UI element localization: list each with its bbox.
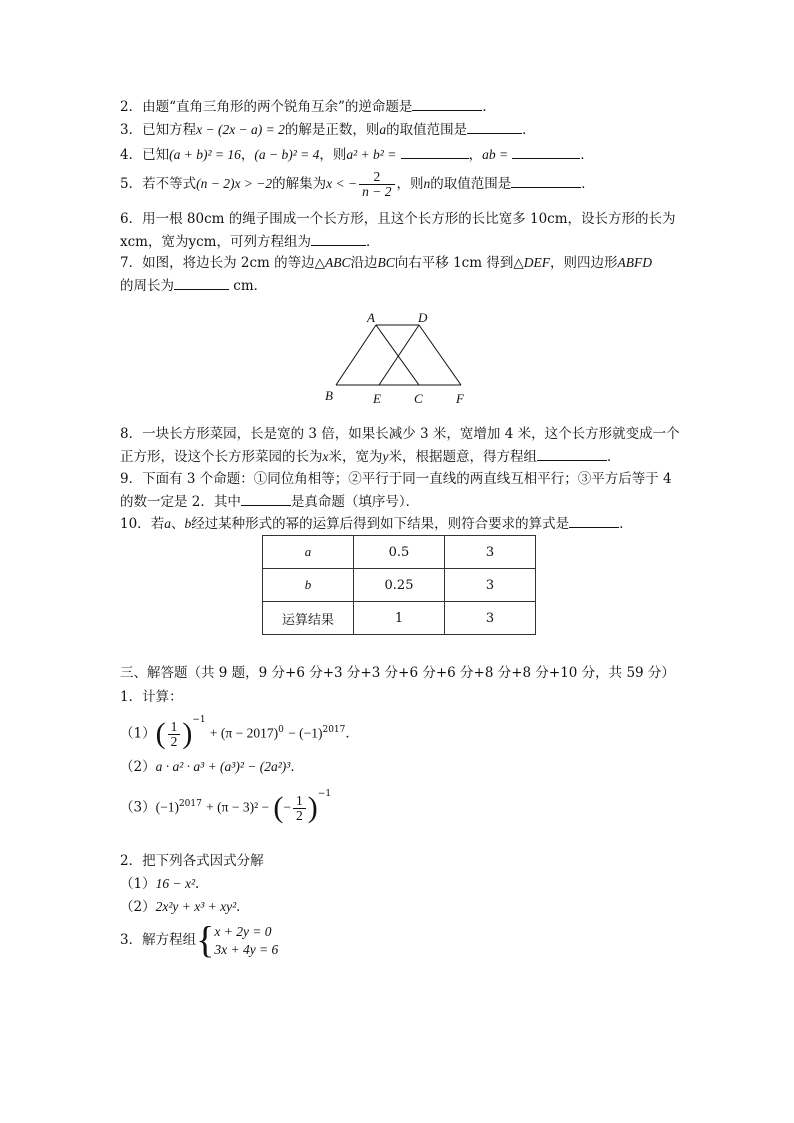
question-text: 的数一定是 2．其中: [120, 494, 241, 510]
inequality: (n − 2)x > −2: [196, 176, 273, 191]
question-text: 的周长为: [120, 278, 174, 294]
right-paren: ): [307, 791, 318, 824]
question-5: [120, 168, 595, 200]
equation: (a + b)² = 16: [169, 147, 241, 162]
label-E: E: [373, 391, 381, 406]
equation: x − (2x − a) = 2: [196, 122, 285, 137]
exponent: −1: [317, 789, 332, 799]
variable: b: [184, 516, 192, 531]
question-text: 向右平移 1cm 得到: [394, 255, 514, 271]
period: ．: [236, 899, 250, 915]
question-text: 的解是正数，则: [284, 122, 380, 138]
question-text: 是真命题（填序号）．: [290, 494, 420, 510]
expression: 16 − x²: [155, 876, 195, 891]
expression: 2x²y + x³ + xy²: [155, 899, 237, 914]
question-text: 用一根 80cm 的绳子围成一个长方形，且这个长方形的长比宽多 10cm，设长方形的长为: [142, 211, 676, 227]
question-number: 9．: [120, 471, 143, 487]
question-text: 米，宽为: [328, 449, 383, 465]
expression: + (π − 3)² −: [206, 799, 270, 815]
question-text: ，则: [319, 147, 347, 163]
question-6-line1: [120, 210, 676, 228]
question-text: 下面有 3 个命题：①同位角相等；②平行于同一直线的两直线互相平行；③平方后等于 4: [142, 471, 672, 487]
fraction: $\frac{1}{2}$: [293, 794, 306, 823]
question-8-line1: [120, 425, 680, 443]
problem-2-title: 2．把下列各式因式分解: [120, 853, 264, 869]
answer-blank[interactable]: [311, 232, 366, 246]
answer-blank[interactable]: [569, 514, 619, 528]
segment-DF: [419, 325, 461, 385]
question-text: 由题“直角三角形的两个锐角互余”的逆命题是: [142, 99, 413, 115]
expression: (−1): [155, 799, 179, 815]
label-A: A: [367, 310, 375, 325]
question-number: 8．: [120, 426, 143, 442]
question-text: cm．: [233, 278, 268, 294]
label-B: B: [325, 388, 333, 403]
problem-1-item-2: [120, 758, 304, 776]
question-4: [120, 145, 594, 164]
period: ．: [522, 122, 536, 138]
right-paren: ): [182, 717, 193, 750]
variable: a: [164, 516, 171, 531]
problem-2-item-2: [120, 898, 250, 916]
question-10: [120, 514, 633, 533]
question-number: 4．: [120, 147, 143, 163]
question-number: 3．: [120, 122, 143, 138]
exponent: −1: [192, 715, 206, 725]
answer-blank[interactable]: [512, 145, 580, 159]
period: ．: [607, 449, 621, 465]
period: ．: [581, 176, 595, 192]
table-cell: 3: [445, 536, 536, 569]
table-cell: 3: [445, 569, 536, 602]
translation-figure: [318, 305, 478, 410]
exponent: 2017: [322, 725, 346, 735]
table-cell: 0.5: [354, 536, 445, 569]
table-cell: a: [263, 536, 354, 569]
table-cell: 1: [354, 602, 445, 635]
table-cell: 运算结果: [263, 602, 354, 635]
left-paren: (: [273, 791, 284, 824]
triangle: △DEF: [513, 255, 550, 270]
question-text: ，则: [396, 176, 424, 192]
question-number: 5．: [120, 176, 143, 192]
question-6-line2: [120, 232, 379, 251]
question-2: [120, 97, 496, 116]
item-label: （3）: [120, 799, 156, 816]
question-text: 若: [150, 516, 165, 532]
expression: a · a² · a³ + (a³)² − (2a²)³: [155, 759, 291, 774]
question-9-line2: [120, 492, 419, 511]
separator: ，: [240, 147, 255, 163]
period: ．: [195, 876, 209, 892]
question-text: ，则四边形: [549, 255, 618, 271]
power-operation-table: [262, 535, 536, 635]
problem-3-title: 3．解方程组: [120, 932, 197, 948]
question-text: 的解集为: [272, 176, 327, 192]
table-row: [263, 602, 536, 635]
question-text: 经过某种形式的幂的运算后得到如下结果，则符合要求的算式是: [191, 516, 570, 532]
period: ．: [619, 516, 633, 532]
question-number: 7．: [120, 255, 143, 271]
period: ．: [482, 99, 496, 115]
expression: + (π − 2017): [209, 725, 279, 741]
problem-2-item-1: [120, 875, 209, 893]
variable: n: [423, 176, 431, 191]
question-text: 的取值范围是: [430, 176, 512, 192]
question-text: ycm，可列方程组为: [188, 234, 311, 250]
variable: y: [382, 449, 389, 464]
variable: a: [379, 122, 387, 137]
table-cell: b: [263, 569, 354, 602]
item-label: （2）: [120, 899, 156, 915]
table-cell: 3: [445, 602, 536, 635]
question-7-line1: [120, 254, 652, 272]
expression: a² + b² =: [346, 147, 397, 162]
question-text: 已知方程: [142, 122, 197, 138]
problem-3: [120, 920, 278, 961]
period: ．: [290, 759, 304, 775]
equation-system: [214, 923, 278, 959]
question-number: 2．: [120, 99, 143, 115]
table-row: [263, 536, 536, 569]
question-text: 米，根据题意，得方程组: [388, 449, 537, 465]
question-9-line1: [120, 470, 672, 488]
separator: 、: [170, 516, 185, 532]
question-3: [120, 120, 536, 139]
problem-1-title: 1．计算：: [120, 689, 183, 705]
problem-1-item-3: [120, 786, 331, 826]
sign: −: [283, 799, 292, 815]
item-label: （1）: [120, 725, 156, 742]
question-text: 已知: [142, 147, 170, 163]
segment-AB: [336, 325, 376, 385]
period: ．: [345, 725, 359, 742]
brace: {: [196, 919, 215, 962]
question-text: 正方形，设这个长方形菜园的长为: [120, 449, 323, 465]
question-text: xcm，宽为: [120, 234, 189, 250]
section-heading: 三、解答题（共 9 题，9 分+6 分+3 分+3 分+6 分+6 分+8 分+8 分+10 分，共 59 分）: [120, 665, 675, 681]
answer-blank[interactable]: [412, 97, 482, 111]
equation: x + 2y = 0: [214, 923, 272, 939]
fraction: $\frac{1}{2}$: [168, 720, 181, 749]
answer-blank[interactable]: [537, 447, 607, 461]
solution: x < −: [326, 176, 358, 191]
question-number: 10．: [120, 516, 151, 532]
label-D: D: [418, 310, 428, 325]
left-paren: (: [155, 717, 166, 750]
period: ．: [580, 147, 594, 163]
question-number: 6．: [120, 211, 143, 227]
label-F: F: [456, 391, 464, 406]
fraction: $\frac{2}{n - 2}$: [359, 170, 394, 199]
problem-1-item-1: [120, 712, 359, 752]
question-7-line2: [120, 276, 267, 295]
segment: BC: [377, 255, 395, 270]
table-cell: 0.25: [354, 569, 445, 602]
item-label: （1）: [120, 876, 156, 892]
table-row: [263, 569, 536, 602]
answer-blank[interactable]: [467, 120, 522, 134]
expression: ab =: [482, 147, 509, 162]
question-text: 的取值范围是: [386, 122, 468, 138]
equation: (a − b)² = 4: [254, 147, 320, 162]
variable: x: [322, 449, 329, 464]
question-8-line2: [120, 447, 621, 466]
equation: 3x + 4y = 6: [214, 941, 279, 957]
answer-blank[interactable]: [174, 276, 229, 290]
exponent: 2017: [178, 799, 202, 809]
answer-blank[interactable]: [241, 492, 291, 506]
answer-blank[interactable]: [401, 145, 469, 159]
expression: − (−1): [288, 725, 323, 741]
exponent: 0: [278, 725, 284, 735]
quadrilateral: ABFD: [617, 255, 652, 270]
item-label: （2）: [120, 759, 156, 775]
triangle: △ABC: [314, 255, 351, 270]
question-text: 一块长方形菜园，长是宽的 3 倍，如果长减少 3 米，宽增加 4 米，这个长方形就变成一个: [142, 426, 680, 442]
label-C: C: [414, 391, 423, 406]
answer-blank[interactable]: [511, 174, 581, 188]
period: ．: [365, 234, 380, 250]
question-text: 如图，将边长为 2cm 的等边: [142, 255, 315, 271]
question-text: 沿边: [350, 255, 378, 271]
separator: ，: [468, 147, 483, 163]
question-text: 若不等式: [142, 176, 197, 192]
